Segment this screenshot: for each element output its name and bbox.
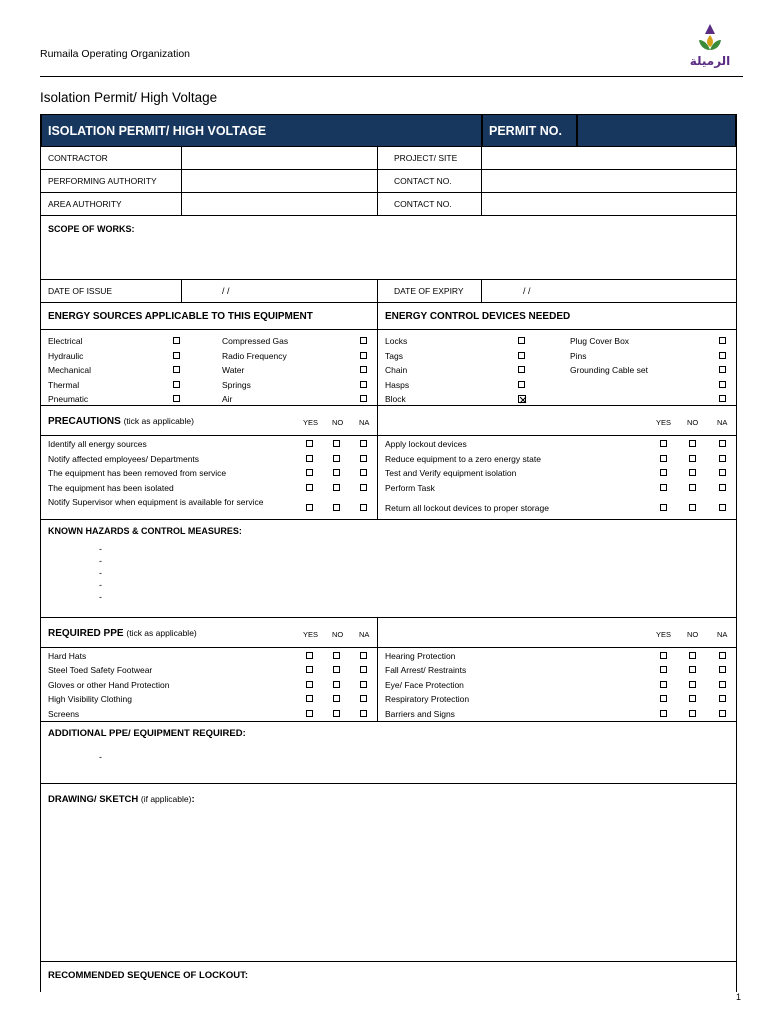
- precaution-no-checkbox[interactable]: [333, 504, 340, 511]
- precaution-no-checkbox[interactable]: [689, 504, 696, 511]
- precaution-yes-checkbox[interactable]: [660, 455, 667, 462]
- energy-list-row: [41, 330, 736, 406]
- hazard-bullet: -: [99, 568, 102, 578]
- performing-authority-label: PERFORMING AUTHORITY: [48, 176, 157, 186]
- ppe-item-label: Barriers and Signs: [385, 709, 455, 719]
- energy-source-label: Thermal: [48, 380, 80, 390]
- contact-no-label: CONTACT NO.: [394, 176, 452, 186]
- water-checkbox[interactable]: [360, 366, 367, 373]
- ppe-yes-checkbox[interactable]: [306, 710, 313, 717]
- form-banner-title: ISOLATION PERMIT/ HIGH VOLTAGE: [48, 123, 267, 138]
- ppe-item-label: High Visibility Clothing: [48, 694, 132, 704]
- precaution-yes-checkbox[interactable]: [306, 484, 313, 491]
- ppe-yes-checkbox[interactable]: [306, 652, 313, 659]
- ppe-title: [48, 628, 197, 639]
- na-column-header: NA: [359, 630, 370, 639]
- header-divider: [40, 76, 743, 77]
- ppe-na-checkbox[interactable]: [719, 695, 726, 702]
- precautions-title: [48, 416, 194, 427]
- ppe-yes-checkbox[interactable]: [660, 681, 667, 688]
- hazard-bullet: -: [99, 544, 102, 554]
- precaution-na-checkbox[interactable]: [360, 504, 367, 511]
- precaution-yes-checkbox[interactable]: [306, 455, 313, 462]
- precaution-no-checkbox[interactable]: [689, 440, 696, 447]
- mechanical-checkbox[interactable]: [173, 366, 180, 373]
- precautions-subtitle: (tick as applicable): [123, 416, 194, 426]
- blank-control-checkbox[interactable]: [719, 395, 726, 402]
- ppe-item-label: Fall Arrest/ Restraints: [385, 665, 467, 675]
- ppe-no-checkbox[interactable]: [333, 710, 340, 717]
- precaution-yes-checkbox[interactable]: [660, 469, 667, 476]
- drawing-title-text: DRAWING/ SKETCH: [48, 794, 139, 805]
- drawing-title-suffix: :: [191, 794, 195, 805]
- additional-ppe-field[interactable]: [41, 722, 736, 784]
- permit-no-field[interactable]: [577, 114, 736, 147]
- lockout-sequence-title: RECOMMENDED SEQUENCE OF LOCKOUT:: [48, 970, 249, 981]
- control-device-label: Chain: [385, 365, 408, 375]
- pneumatic-checkbox[interactable]: [173, 395, 180, 402]
- ppe-no-checkbox[interactable]: [689, 652, 696, 659]
- scope-of-works-label: SCOPE OF WORKS:: [48, 224, 135, 234]
- known-hazards-title: KNOWN HAZARDS & CONTROL MEASURES:: [48, 526, 242, 536]
- ppe-yes-checkbox[interactable]: [306, 695, 313, 702]
- ppe-no-checkbox[interactable]: [333, 666, 340, 673]
- energy-source-label: Pneumatic: [48, 394, 89, 404]
- energy-source-label: Mechanical: [48, 365, 91, 375]
- no-column-header: NO: [332, 418, 344, 427]
- energy-source-label: Electrical: [48, 336, 83, 346]
- precautions-list-row: [41, 436, 736, 520]
- hazard-bullet: -: [99, 556, 102, 566]
- precaution-label: Notify Supervisor when equipment is available for service: [48, 497, 264, 507]
- ppe-na-checkbox[interactable]: [360, 652, 367, 659]
- hasps-checkbox[interactable]: [518, 381, 525, 388]
- precaution-no-checkbox[interactable]: [689, 484, 696, 491]
- control-device-label: Block: [385, 394, 406, 404]
- springs-checkbox[interactable]: [360, 381, 367, 388]
- date-of-issue-label: DATE OF ISSUE: [48, 286, 113, 296]
- organization-name: Rumaila Operating Organization: [40, 48, 190, 60]
- precaution-na-checkbox[interactable]: [360, 484, 367, 491]
- ppe-no-checkbox[interactable]: [689, 710, 696, 717]
- precaution-label: The equipment has been removed from service: [48, 468, 227, 478]
- precaution-na-checkbox[interactable]: [719, 469, 726, 476]
- additional-ppe-title: ADDITIONAL PPE/ EQUIPMENT REQUIRED:: [48, 728, 246, 739]
- form-banner: [41, 114, 482, 147]
- ppe-yes-checkbox[interactable]: [660, 666, 667, 673]
- area-authority-row: [41, 193, 736, 216]
- ppe-na-checkbox[interactable]: [360, 681, 367, 688]
- na-column-header: NA: [359, 418, 370, 427]
- thermal-checkbox[interactable]: [173, 381, 180, 388]
- yes-column-header: YES: [656, 630, 672, 639]
- performing-authority-field[interactable]: [181, 170, 377, 192]
- precaution-na-checkbox[interactable]: [719, 440, 726, 447]
- precaution-na-checkbox[interactable]: [360, 469, 367, 476]
- energy-source-label: Air: [222, 394, 233, 404]
- precaution-na-checkbox[interactable]: [360, 455, 367, 462]
- na-column-header: NA: [717, 630, 728, 639]
- precaution-label: Reduce equipment to a zero energy state: [385, 454, 541, 464]
- ppe-yes-checkbox[interactable]: [306, 681, 313, 688]
- precaution-no-checkbox[interactable]: [333, 484, 340, 491]
- control-device-label: Locks: [385, 336, 408, 346]
- grounding-cable-checkbox[interactable]: [719, 366, 726, 373]
- ppe-na-checkbox[interactable]: [719, 681, 726, 688]
- precautions-title-text: PRECAUTIONS: [48, 416, 121, 427]
- na-column-header: NA: [717, 418, 728, 427]
- precaution-label: Test and Verify equipment isolation: [385, 468, 517, 478]
- contractor-field[interactable]: [181, 147, 377, 169]
- ppe-na-checkbox[interactable]: [360, 695, 367, 702]
- precautions-header-row: [41, 406, 736, 436]
- precaution-na-checkbox[interactable]: [360, 440, 367, 447]
- date-of-expiry-label: DATE OF EXPIRY: [394, 286, 464, 296]
- project-site-label: PROJECT/ SITE: [394, 153, 458, 163]
- radio-frequency-checkbox[interactable]: [360, 352, 367, 359]
- ppe-yes-checkbox[interactable]: [306, 666, 313, 673]
- energy-source-label: Compressed Gas: [222, 336, 289, 346]
- precaution-yes-checkbox[interactable]: [660, 504, 667, 511]
- ppe-no-checkbox[interactable]: [689, 666, 696, 673]
- date-row: [41, 280, 736, 303]
- document-title: Isolation Permit/ High Voltage: [40, 90, 218, 105]
- ppe-na-checkbox[interactable]: [719, 652, 726, 659]
- performing-authority-row: [41, 170, 736, 193]
- precaution-no-checkbox[interactable]: [689, 469, 696, 476]
- precaution-label: Notify affected employees/ Departments: [48, 454, 200, 464]
- control-device-label: Plug Cover Box: [570, 336, 630, 346]
- ppe-yes-checkbox[interactable]: [660, 652, 667, 659]
- energy-source-label: Springs: [222, 380, 251, 390]
- ppe-item-label: Hearing Protection: [385, 651, 456, 661]
- chain-checkbox[interactable]: [518, 366, 525, 373]
- ppe-item-label: Screens: [48, 709, 80, 719]
- permit-no-label-cell: [482, 114, 577, 147]
- hydraulic-checkbox[interactable]: [173, 352, 180, 359]
- precaution-label: Identify all energy sources: [48, 439, 147, 449]
- blank-control-checkbox[interactable]: [719, 381, 726, 388]
- precaution-yes-checkbox[interactable]: [660, 484, 667, 491]
- ppe-na-checkbox[interactable]: [360, 666, 367, 673]
- ppe-na-checkbox[interactable]: [360, 710, 367, 717]
- ppe-header-row: [41, 618, 736, 648]
- ppe-yes-checkbox[interactable]: [660, 710, 667, 717]
- precaution-label: Return all lockout devices to proper storage: [385, 503, 549, 513]
- air-checkbox[interactable]: [360, 395, 367, 402]
- precaution-no-checkbox[interactable]: [333, 440, 340, 447]
- precaution-na-checkbox[interactable]: [719, 455, 726, 462]
- yes-column-header: YES: [656, 418, 672, 427]
- ppe-no-checkbox[interactable]: [333, 695, 340, 702]
- compressed-gas-checkbox[interactable]: [360, 337, 367, 344]
- hazard-bullet: -: [99, 580, 102, 590]
- tags-checkbox[interactable]: [518, 352, 525, 359]
- scope-of-works-field[interactable]: [41, 216, 736, 280]
- precaution-na-checkbox[interactable]: [719, 504, 726, 511]
- ppe-no-checkbox[interactable]: [333, 681, 340, 688]
- energy-source-label: Water: [222, 365, 245, 375]
- ppe-subtitle: (tick as applicable): [126, 628, 197, 638]
- no-column-header: NO: [687, 630, 699, 639]
- hazard-bullet: -: [99, 592, 102, 602]
- no-column-header: NO: [687, 418, 699, 427]
- ppe-yes-checkbox[interactable]: [660, 695, 667, 702]
- precaution-no-checkbox[interactable]: [333, 455, 340, 462]
- ppe-no-checkbox[interactable]: [689, 695, 696, 702]
- additional-ppe-bullet: -: [99, 752, 102, 762]
- page-number: 1: [736, 992, 742, 1002]
- control-device-label: Hasps: [385, 380, 410, 390]
- contractor-row: [41, 147, 736, 170]
- energy-source-label: Radio Frequency: [222, 351, 287, 361]
- precaution-label: The equipment has been isolated: [48, 483, 174, 493]
- energy-source-label: Hydraulic: [48, 351, 84, 361]
- ppe-item-label: Hard Hats: [48, 651, 87, 661]
- area-authority-label: AREA AUTHORITY: [48, 199, 122, 209]
- no-column-header: NO: [332, 630, 344, 639]
- ppe-na-checkbox[interactable]: [719, 710, 726, 717]
- contact-no-field[interactable]: [481, 193, 736, 215]
- rumaila-logo: [684, 20, 736, 70]
- drawing-title: [48, 794, 195, 805]
- precaution-yes-checkbox[interactable]: [306, 469, 313, 476]
- date-of-expiry-field[interactable]: / /: [523, 286, 531, 296]
- permit-no-label: PERMIT NO.: [489, 123, 562, 138]
- ppe-item-label: Gloves or other Hand Protection: [48, 680, 170, 690]
- contact-no-field[interactable]: [481, 170, 736, 192]
- energy-header-row: [41, 303, 736, 330]
- pins-checkbox[interactable]: [719, 352, 726, 359]
- isolation-permit-form: [40, 114, 737, 992]
- plug-cover-box-checkbox[interactable]: [719, 337, 726, 344]
- precaution-label: Perform Task: [385, 483, 435, 493]
- date-of-issue-field[interactable]: / /: [222, 286, 230, 296]
- yes-column-header: YES: [303, 418, 319, 427]
- locks-checkbox[interactable]: [518, 337, 525, 344]
- control-device-label: Pins: [570, 351, 587, 361]
- drawing-subtitle: (if applicable): [140, 794, 192, 804]
- contact-no-label: CONTACT NO.: [394, 199, 452, 209]
- project-site-field[interactable]: [481, 147, 736, 169]
- electrical-checkbox[interactable]: [173, 337, 180, 344]
- drawing-sketch-area[interactable]: [41, 784, 736, 962]
- ppe-item-label: Steel Toed Safety Footwear: [48, 665, 153, 675]
- precaution-label: Apply lockout devices: [385, 439, 467, 449]
- control-device-label: Grounding Cable set: [570, 365, 648, 375]
- precaution-no-checkbox[interactable]: [689, 455, 696, 462]
- precaution-yes-checkbox[interactable]: [660, 440, 667, 447]
- ppe-title-text: REQUIRED PPE: [48, 628, 124, 639]
- ppe-list-row: [41, 648, 736, 722]
- precaution-yes-checkbox[interactable]: [306, 504, 313, 511]
- precaution-no-checkbox[interactable]: [333, 469, 340, 476]
- energy-control-title: ENERGY CONTROL DEVICES NEEDED: [385, 311, 571, 322]
- ppe-item-label: Respiratory Protection: [385, 694, 470, 704]
- precaution-na-checkbox[interactable]: [719, 484, 726, 491]
- ppe-na-checkbox[interactable]: [719, 666, 726, 673]
- contractor-label: CONTRACTOR: [48, 153, 108, 163]
- yes-column-header: YES: [303, 630, 319, 639]
- energy-sources-title: ENERGY SOURCES APPLICABLE TO THIS EQUIPMENT: [48, 311, 313, 322]
- block-checkbox-checked[interactable]: [518, 395, 526, 403]
- ppe-no-checkbox[interactable]: [689, 681, 696, 688]
- area-authority-field[interactable]: [181, 193, 377, 215]
- ppe-no-checkbox[interactable]: [333, 652, 340, 659]
- known-hazards-field[interactable]: [41, 520, 736, 618]
- ppe-item-label: Eye/ Face Protection: [385, 680, 464, 690]
- control-device-label: Tags: [385, 351, 403, 361]
- precaution-yes-checkbox[interactable]: [306, 440, 313, 447]
- logo-text: الرميلة: [689, 54, 731, 68]
